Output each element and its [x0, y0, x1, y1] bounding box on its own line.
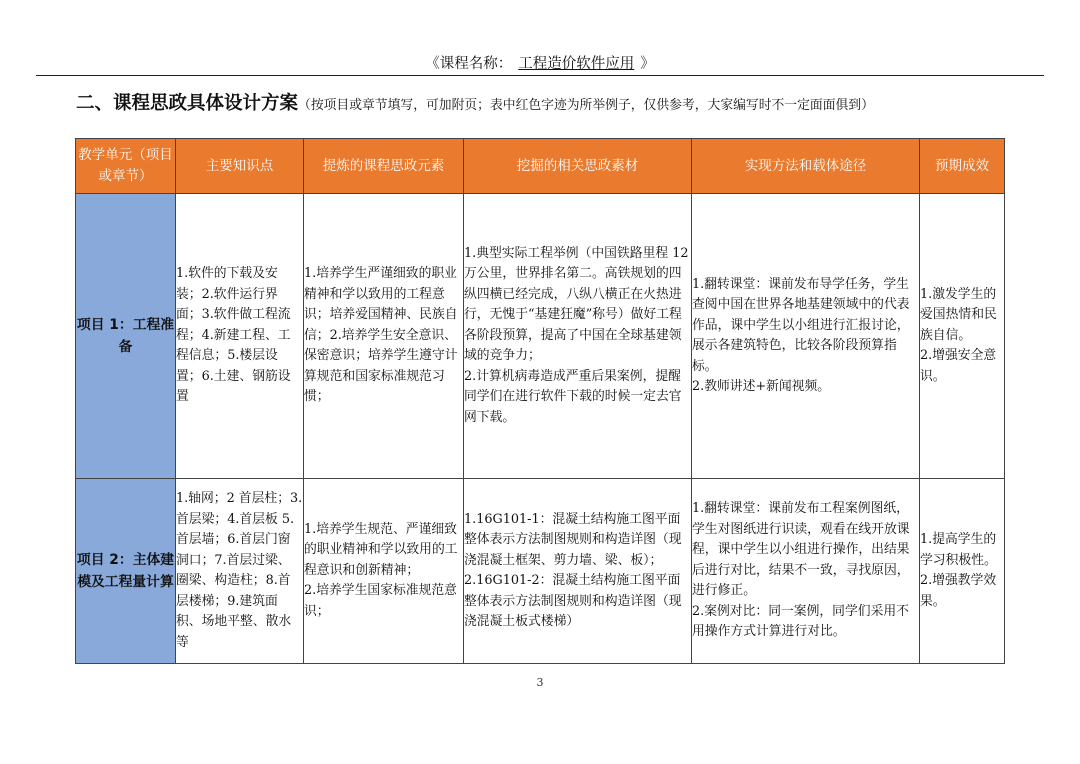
unit-cell: 项目 2：主体建模及工程量计算 — [76, 479, 176, 664]
header-divider — [36, 75, 1044, 76]
materials-text: 1.16G101-1：混凝土结构施工图平面整体表示方法制图规则和构造详图（现浇混凝土框架、剪力墙、梁、板）； 2.16G101-2：混凝土结构施工图平面整体表示方法制图规则和构造详图（现浇混凝土板式楼梯） — [464, 511, 682, 629]
column-header-knowledge: 主要知识点 — [176, 139, 304, 194]
outcomes-cell — [920, 194, 1005, 479]
course-name: 工程造价软件应用 — [518, 56, 635, 72]
course-header — [0, 52, 1080, 73]
knowledge-text: 1.软件的下载及安装；2.软件运行界面；3.软件做工程流程；4.新建工程、工程信息；5.楼层设置；6.土建、钢筋设置 — [176, 266, 291, 405]
table-row — [76, 479, 1005, 664]
table-row — [76, 194, 1005, 479]
knowledge-cell — [176, 194, 304, 479]
methods-text: 1.翻转课堂：课前发布工程案例图纸，学生对图纸进行识读，观看在线开放课程，课中学生以小组进行操作，出结果后进行对比，结果不一致，寻找原因，进行修正。 2.案例对比：同一案例，同学们采用不用操作方式计算进行对比。 — [692, 501, 910, 640]
unit-cell: 项目 1：工程准备 — [76, 194, 176, 479]
design-plan-table — [75, 138, 1005, 664]
header-suffix: 》 — [640, 56, 655, 72]
column-header-outcomes: 预期成效 — [920, 139, 1005, 194]
column-header-methods: 实现方法和载体途径 — [692, 139, 920, 194]
table-header-row — [76, 139, 1005, 194]
elements-cell — [304, 194, 464, 479]
methods-cell — [692, 479, 920, 664]
page-number: 3 — [536, 676, 544, 689]
column-header-unit: 教学单元（项目或章节） — [76, 139, 176, 194]
materials-cell — [464, 194, 692, 479]
section-title: 二、课程思政具体设计方案 — [76, 93, 299, 114]
materials-cell — [464, 479, 692, 664]
knowledge-text: 1.轴网；2 首层柱；3.首层梁；4.首层板 5.首层墙；6.首层门窗洞口；7.首层过梁、圈梁、构造柱；8.首层楼梯；9.建筑面积、场地平整、散水等 — [176, 491, 303, 650]
methods-text: 1.翻转课堂：课前发布导学任务，学生查阅中国在世界各地基建领域中的代表作品，课中学生以小组进行汇报讨论，展示各建筑特色，比较各阶段预算指标。 2.教师讲述+新闻视频。 — [692, 276, 910, 394]
methods-cell — [692, 194, 920, 479]
column-header-elements: 提炼的课程思政元素 — [304, 139, 464, 194]
outcomes-text: 1.提高学生的学习积极性。 2.增强教学效果。 — [920, 532, 997, 609]
outcomes-text: 1.激发学生的爱国热情和民族自信。 2.增强安全意识。 — [920, 286, 997, 384]
knowledge-cell — [176, 479, 304, 664]
column-header-materials: 挖掘的相关思政素材 — [464, 139, 692, 194]
materials-text: 1.典型实际工程举例（中国铁路里程 12 万公里，世界排名第二。高铁规划的四纵四横已经完成，八纵八横正在火热进行，无愧于“基建狂魔”称号）做好工程各阶段预算，提高了中国在全球基建领域的竞争力； 2.计算机病毒造成严重后果案例，提醒同学们在进行软件下载的时候一定去官网下载。 — [464, 245, 689, 425]
header-prefix: 《课程名称： — [425, 56, 513, 72]
elements-cell — [304, 479, 464, 664]
elements-text: 1.培养学生规范、严谨细致的职业精神和学以致用的工程意识和创新精神； 2.培养学生国家标准规范意识； — [304, 521, 458, 619]
outcomes-cell — [920, 479, 1005, 664]
elements-text: 1.培养学生严谨细致的职业精神和学以致用的工程意识；培养爱国精神、民族自信；2.培养学生安全意识、保密意识；培养学生遵守计算规范和国家标准规范习惯； — [304, 266, 458, 405]
section-note: （按项目或章节填写，可加附页；表中红色字迹为所举例子，仅供参考，大家编写时不一定面面俱到） — [298, 98, 874, 113]
section-heading — [76, 89, 874, 115]
